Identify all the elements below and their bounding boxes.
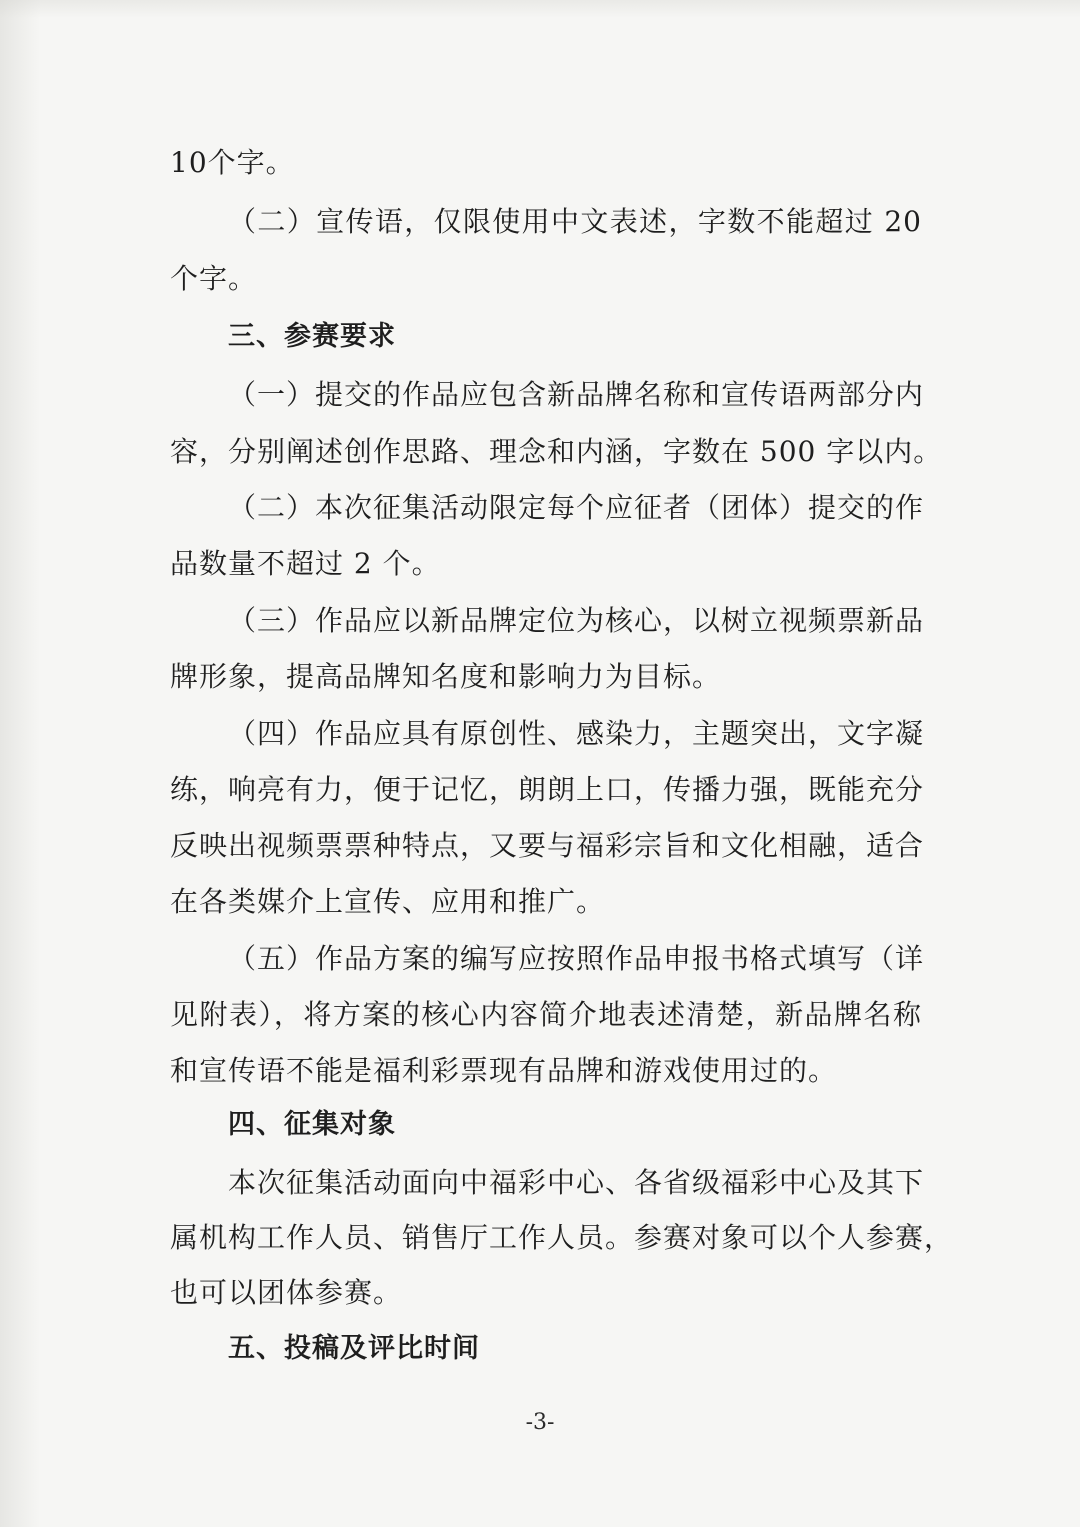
paragraph-line: 见附表），将方案的核心内容简介地表述清楚，新品牌名称 (170, 998, 922, 1031)
paragraph-line: 容，分别阐述创作思路、理念和内涵，字数在 500 字以内。 (170, 435, 943, 468)
paragraph-line: 个字。 (170, 262, 258, 295)
paragraph-line: 在各类媒介上宣传、应用和推广。 (170, 885, 606, 918)
paragraph-line: （五）作品方案的编写应按照作品申报书格式填写（详 (228, 942, 925, 975)
paragraph-line: （二）本次征集活动限定每个应征者（团体）提交的作 (228, 491, 925, 524)
paragraph-line: （四）作品应具有原创性、感染力，主题突出，文字凝 (228, 717, 925, 750)
paragraph-line: 也可以团体参赛。 (170, 1276, 403, 1309)
scan-edge-shadow-top (0, 0, 1080, 18)
section-heading-5: 五、投稿及评比时间 (228, 1333, 480, 1364)
paragraph-line: 牌形象，提高品牌知名度和影响力为目标。 (170, 660, 722, 693)
paragraph-line: （一）提交的作品应包含新品牌名称和宣传语两部分内 (228, 378, 925, 411)
paragraph-line: 反映出视频票票种特点，又要与福彩宗旨和文化相融，适合 (170, 829, 925, 862)
paragraph-line: 属机构工作人员、销售厅工作人员。参赛对象可以个人参赛， (170, 1221, 954, 1254)
paragraph-line: 品数量不超过 2 个。 (170, 547, 441, 580)
paragraph-line: 和宣传语不能是福利彩票现有品牌和游戏使用过的。 (170, 1054, 838, 1087)
paragraph-line: 10个字。 (170, 146, 295, 179)
page-number: -3- (525, 1410, 555, 1435)
paragraph-line: （三）作品应以新品牌定位为核心，以树立视频票新品 (228, 604, 925, 637)
scan-edge-shadow (0, 0, 40, 1527)
paragraph-line: 练，响亮有力，便于记忆，朗朗上口，传播力强，既能充分 (170, 773, 925, 806)
paragraph-line: （二）宣传语，仅限使用中文表述，字数不能超过 20 (228, 205, 922, 238)
section-heading-3: 三、参赛要求 (228, 321, 396, 352)
paragraph-line: 本次征集活动面向中福彩中心、各省级福彩中心及其下 (228, 1166, 925, 1199)
section-heading-4: 四、征集对象 (228, 1109, 396, 1140)
